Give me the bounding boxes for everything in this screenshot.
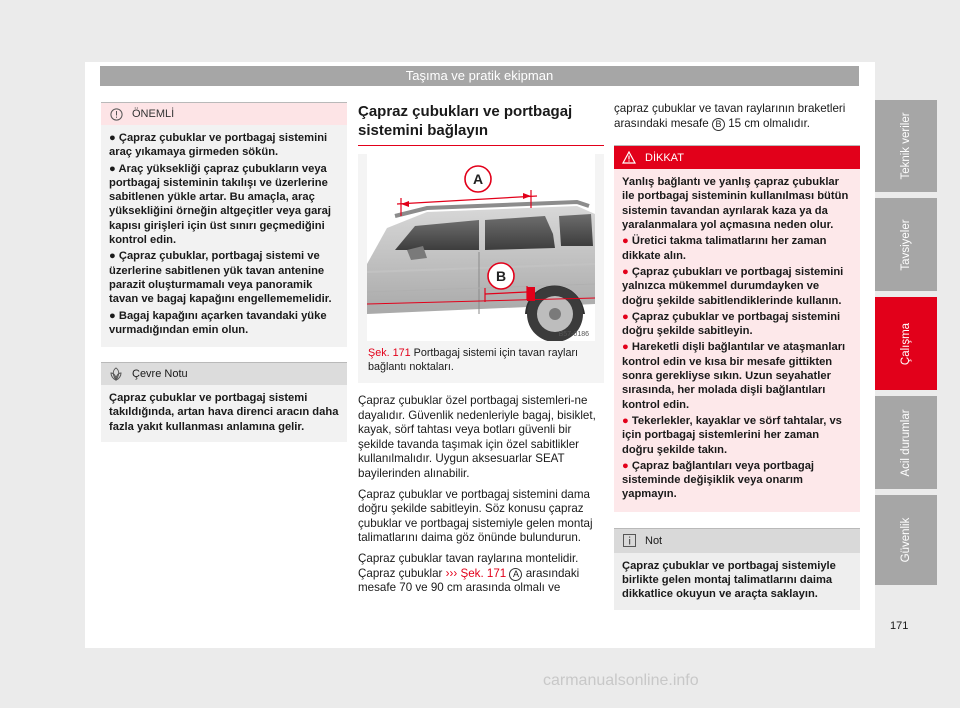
paragraph: Çapraz çubuklar ve portbagaj sistemini dama doğru şekilde sabitleyin. Söz konusu çapraz çubuklar ve portbagaj sistemiyle gelen montaj talimatlarını daima göz önünde bulundurun.: [358, 487, 593, 545]
figure-171: [358, 154, 604, 383]
bullet-icon: ●: [109, 162, 119, 175]
column-right: [614, 102, 860, 610]
column-middle: [358, 102, 604, 602]
callout-a-inline: A: [509, 568, 522, 581]
note-header: [614, 529, 860, 553]
tab-acil-durumlar[interactable]: Acil durumlar: [875, 396, 937, 489]
figure-link[interactable]: Şek. 171: [460, 566, 507, 580]
list-item: ● Çapraz çubuklar ve portbagaj sistemini araç yıkamaya girmeden sökün.: [109, 132, 328, 159]
environment-note-header: [101, 363, 347, 385]
note-label: Not: [645, 534, 663, 547]
paragraph: Çapraz çubuklar özel portbagaj sistemleri-ne dayalıdır. Güvenlik nedenleriyle bagaj, bisiklet, kayak, sörf tahtası veya botları güvenli bir şekilde tavanda taşımak için özel sabitlikler kullanılmalıdır. Uygun aksesuarlar SEAT bayilerinden alınabilir.: [358, 394, 596, 480]
page-number: 171: [890, 620, 909, 632]
bullet-icon: ●: [622, 459, 632, 472]
info-square-icon: [622, 534, 636, 548]
car-roof-rails-figure: [367, 154, 595, 341]
figure-caption: [358, 341, 604, 383]
list-item: ● Çapraz bağlantıları veya portbagaj sisteminde değişiklik veya onarım yapmayın.: [622, 459, 815, 501]
bullet-icon: ●: [109, 250, 119, 263]
caution-box: [614, 145, 860, 512]
list-item: ● Araç yüksekliği çapraz çubukların veya portbagaj sisteminin takılışı ve üzerlerine sabitlenen yükle artar. Bu amaçla, araç yüksekliğini örneğin altgeçitler veya garaj kapısı girişleri için üst sınırı geçmediğini kontrol edin.: [109, 162, 331, 247]
environment-note-label: Çevre Notu: [132, 368, 188, 380]
figure-code: B57-0186: [558, 331, 589, 338]
warning-triangle-icon: [622, 151, 636, 165]
bullet-icon: ●: [109, 132, 119, 144]
list-item: ● Çapraz çubukları ve portbagaj sistemini yalnızca mükemmel durumdayken ve doğru şekilde sabitlendiklerinde kullanın.: [622, 265, 844, 307]
bullet-icon: ●: [622, 235, 632, 248]
note-box: [614, 528, 860, 610]
callout-a: A: [472, 171, 484, 187]
paragraph: Çapraz çubuklar tavan raylarına montelidir. Çapraz çubuklar ››› Şek. 171 A arasındaki mesafe 70 ve 90 cm arasında olmalı ve: [358, 551, 580, 595]
bullet-icon: ●: [109, 309, 119, 322]
section-title: Çapraz çubukları ve portbagaj sistemini bağlayın: [358, 102, 604, 146]
tab-guvenlik[interactable]: Güvenlik: [875, 495, 937, 585]
tab-teknik-veriler[interactable]: Teknik veriler: [875, 100, 937, 192]
caution-label: DİKKAT: [645, 151, 684, 164]
note-body: Çapraz çubuklar ve portbagaj sistemiyle birlikte gelen montaj talimatlarını daima dikkatlice okuyun ve araçta saklayın.: [622, 559, 836, 601]
bullet-icon: ●: [622, 310, 632, 323]
watermark: carmanualsonline.info: [543, 672, 699, 689]
bullet-icon: ●: [622, 265, 632, 278]
important-header: [101, 103, 347, 125]
callout-b-inline: B: [712, 118, 725, 131]
column-left: [101, 102, 347, 442]
important-body: [101, 125, 347, 347]
info-circle-icon: [109, 107, 123, 121]
crossref-arrow: ›››: [445, 566, 458, 580]
caution-header: [614, 146, 860, 169]
important-label: ÖNEMLİ: [132, 107, 175, 120]
caution-intro: Yanlış bağlantı ve yanlış çapraz çubuklar ile portbagaj sisteminin kullanılması bütün sistemin tavandan ayrılarak kaza ya da yaralanmalara yol açmasına neden olur.: [622, 176, 849, 232]
bullet-icon: ●: [622, 341, 632, 354]
list-item: ● Çapraz çubuklar ve portbagaj sistemini doğru şekilde sabitleyin.: [622, 310, 841, 338]
body-text: [358, 394, 604, 596]
environment-note-box: [101, 362, 347, 442]
list-item: ● Tekerlekler, kayaklar ve sörf tahtalar, vs için portbagaj sistemlerini her zaman doğru şekilde takın.: [622, 414, 842, 456]
callout-b: B: [495, 268, 507, 284]
caption-text: Portbagaj sistemi için tavan rayları bağlantı noktaları.: [368, 347, 579, 373]
paragraph: çapraz çubuklar ve tavan raylarının braketleri arasındaki mesafe B 15 cm olmalıdır.: [614, 102, 846, 130]
list-item: ● Bagaj kapağını açarken tavandaki yüke vurmadığından emin olun.: [109, 309, 327, 336]
leaf-icon: [109, 367, 123, 381]
tab-calisma[interactable]: Çalışma: [875, 297, 937, 390]
body-text-continued: [614, 102, 860, 131]
important-box: [101, 102, 347, 347]
caution-body: [614, 169, 860, 512]
figure-ref: Şek. 171: [368, 347, 411, 359]
list-item: ● Hareketli dişli bağlantılar ve ataşmanları kontrol edin ve kısa bir mesafe gittikten sonra gerekliyse sıkın. Uzun seyahatler sırasında, her molada dişli bağlantıları kontrol edin.: [622, 341, 846, 411]
list-item: ● Çapraz çubuklar, portbagaj sistemi ve üzerlerine sabitlenen yük tavan antenine parazit oluşturmamalı veya panoramik tavan ve bagaj kapağını engellememelidir.: [109, 250, 332, 306]
bullet-icon: ●: [622, 414, 632, 427]
environment-note-body: Çapraz çubuklar ve portbagaj sistemi takıldığında, artan hava direnci aracın daha fazla yakıt kullanması anlamına gelir.: [109, 392, 339, 433]
tab-tavsiyeler[interactable]: Tavsiyeler: [875, 198, 937, 291]
list-item: ● Üretici takma talimatlarını her zaman dikkate alın.: [622, 235, 827, 262]
page-header: Taşıma ve pratik ekipman: [100, 66, 859, 86]
